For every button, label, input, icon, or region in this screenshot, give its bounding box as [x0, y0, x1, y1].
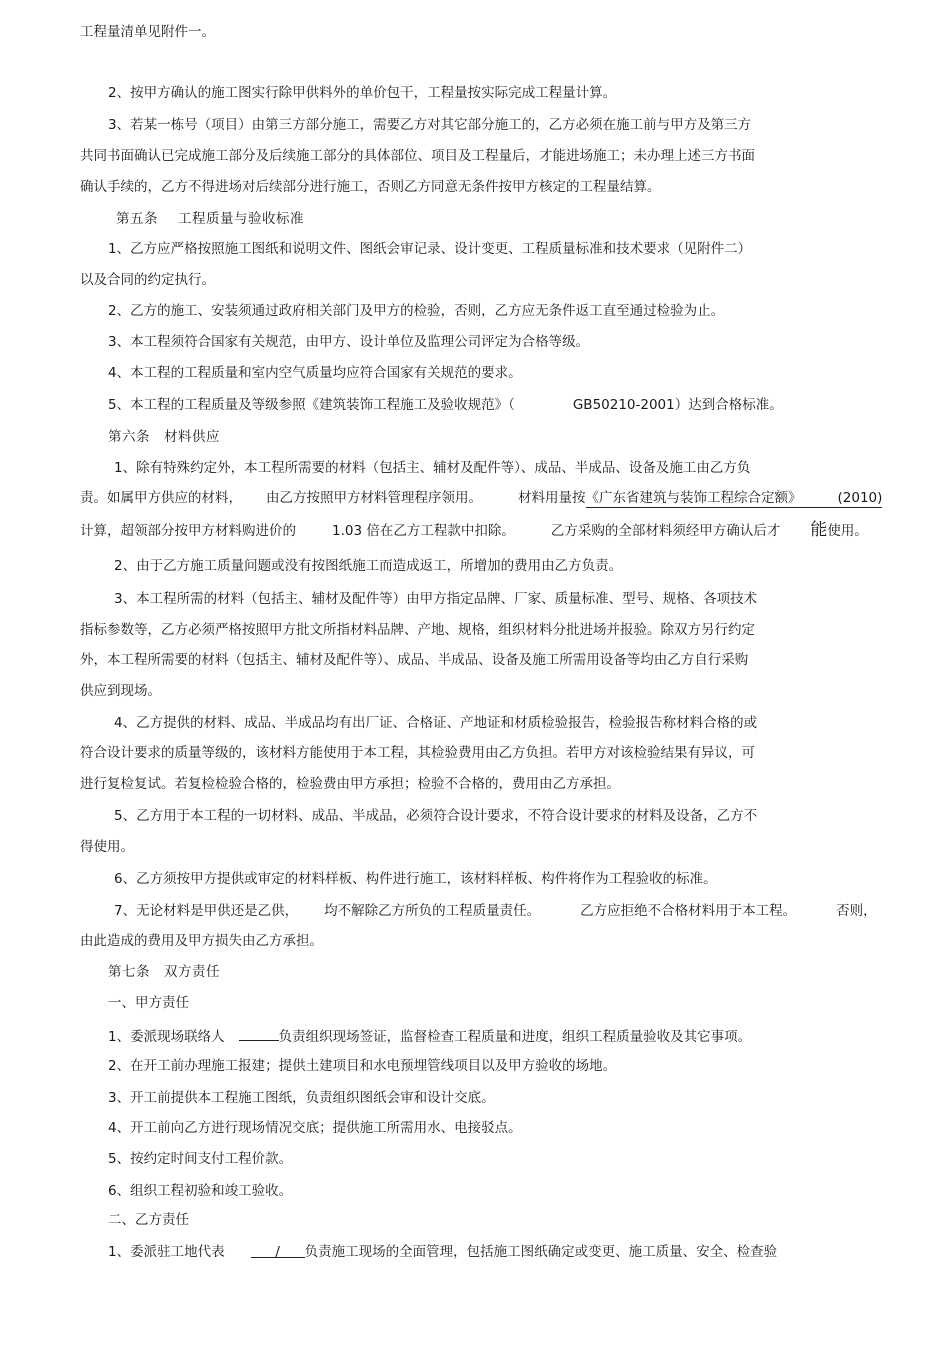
clause-6-4-line3: 进行复检复试。若复检检验合格的，检验费由甲方承担；检验不合格的，费用由乙方承担。 [80, 776, 620, 792]
clause-6-3-line2: 指标参数等，乙方必须严格按照甲方批文所指材料品牌、产地、规格，组织材料分批进场并报验。除双方另行约定 [80, 622, 755, 638]
article-6-heading [108, 428, 220, 446]
clause-6-7-line2: 由此造成的费用及甲方损失由乙方承担。 [80, 933, 323, 949]
clause-6-1-line1: 1、除有特殊约定外，本工程所需要的材料（包括主、辅材及配件等）、成品、半成品、设备及施工由乙方负 [114, 460, 751, 476]
party-a-duty-5: 5、按约定时间支付工程价款。 [108, 1151, 293, 1167]
party-a-duty-1: 1、委派现场联络人 负责组织现场签证，监督检查工程质量和进度，组织工程质量验收及其它事项。 [108, 1026, 751, 1046]
clause-6-5-line1: 5、乙方用于本工程的一切材料、成品、半成品，必须符合设计要求，不符合设计要求的材料及设备，乙方不 [114, 808, 758, 824]
clause-6-4-line1: 4、乙方提供的材料、成品、半成品均有出厂证、合格证、产地证和材质检验报告，检验报告称材料合格的或 [114, 715, 758, 731]
clause-6-1-line3: 计算，超领部分按甲方材料购进价的 1.03 倍在乙方工程款中扣除。 乙方采购的全部材料须经甲方确认后才 能使用。 [80, 520, 868, 540]
party-a-duty-3: 3、开工前提供本工程施工图纸，负责组织图纸会审和设计交底。 [108, 1090, 495, 1106]
section-party-a: 一、甲方责任 [108, 995, 189, 1011]
paragraph-third-party-line2: 共同书面确认已完成施工部分及后续施工部分的具体部位、项目及工程量后，才能进场施工；未办理上述三方书面 [80, 148, 755, 164]
clause-5-2: 2、乙方的施工、安装须通过政府相关部门及甲方的检验，否则，乙方应无条件返工直至通过检验为止。 [108, 303, 725, 319]
clause-5-3: 3、本工程须符合国家有关规范，由甲方、设计单位及监理公司评定为合格等级。 [108, 334, 590, 350]
standard-code: GB50210-2001）达到合格标准。 [572, 397, 783, 413]
article-5-heading [116, 210, 304, 228]
party-a-duty-6: 6、组织工程初验和竣工验收。 [108, 1183, 293, 1199]
liaison-name-blank [239, 1026, 279, 1041]
clause-6-3-line1: 3、本工程所需的材料（包括主、辅材及配件等）由甲方指定品牌、厂家、质量标准、型号、规格、各项技术 [114, 591, 758, 607]
clause-6-5-line2: 得使用。 [80, 839, 134, 855]
section-party-b: 二、乙方责任 [108, 1212, 189, 1228]
article-7-heading [108, 963, 220, 981]
party-a-duty-4: 4、开工前向乙方进行现场情况交底；提供施工所需用水、电接驳点。 [108, 1120, 522, 1136]
article-number: 第五条 [116, 211, 158, 227]
article-number: 第六条 [108, 429, 150, 445]
clause-6-6: 6、乙方须按甲方提供或审定的材料样板、构件进行施工，该材料样板、构件将作为工程验收的标准。 [114, 871, 717, 887]
party-b-duty-1: 1、委派驻工地代表 / 负责施工现场的全面管理，包括施工图纸确定或变更、施工质量、安全、检查验 [108, 1244, 778, 1260]
clause-6-2: 2、由于乙方施工质量问题或没有按图纸施工而造成返工，所增加的费用由乙方负责。 [114, 558, 623, 574]
paragraph-third-party-line1: 3、若某一栋号（项目）由第三方部分施工，需要乙方对其它部分施工的，乙方必须在施工前与甲方及第三方 [108, 117, 752, 133]
paragraph-unit-price: 2、按甲方确认的施工图实行除甲供料外的单价包干，工程量按实际完成工程量计算。 [108, 85, 617, 101]
quota-reference: 《广东省建筑与装饰工程综合定额》 (2010) [585, 490, 883, 506]
paragraph-third-party-line3: 确认手续的，乙方不得进场对后续部分进行施工，否则乙方同意无条件按甲方核定的工程量结算。 [80, 179, 661, 195]
article-title: 双方责任 [164, 964, 220, 980]
clause-6-1-line2: 责。如属甲方供应的材料， 由乙方按照甲方材料管理程序领用。 材料用量按《广东省建筑与装饰工程综合定额》 (2010) [80, 490, 883, 506]
article-number: 第七条 [108, 964, 150, 980]
clause-5-5: 5、本工程的工程质量及等级参照《建筑装饰工程施工及验收规范》（ GB50210-2001）达到合格标准。 [108, 397, 783, 413]
article-title: 材料供应 [164, 429, 220, 445]
site-representative-blank: / [251, 1243, 305, 1258]
article-title: 工程质量与验收标准 [178, 211, 304, 227]
clause-6-3-line4: 供应到现场。 [80, 683, 161, 699]
paragraph-bill-of-quantities: 工程量清单见附件一。 [80, 24, 215, 40]
clause-6-3-line3: 外，本工程所需要的材料（包括主、辅材及配件等）、成品、半成品、设备及施工所需用设备等均由乙方自行采购 [80, 652, 749, 668]
party-a-duty-2: 2、在开工前办理施工报建；提供土建项目和水电预埋管线项目以及甲方验收的场地。 [108, 1058, 617, 1074]
clause-5-4: 4、本工程的工程质量和室内空气质量均应符合国家有关规范的要求。 [108, 365, 522, 381]
clause-5-1-line1: 1、乙方应严格按照施工图纸和说明文件、图纸会审记录、设计变更、工程质量标准和技术要求（见附件二） [108, 241, 752, 257]
clause-5-1-line2: 以及合同的约定执行。 [80, 272, 215, 288]
clause-6-4-line2: 符合设计要求的质量等级的，该材料方能使用于本工程，其检验费用由乙方负担。若甲方对该检验结果有异议，可 [80, 745, 755, 761]
clause-6-7-line1: 7、无论材料是甲供还是乙供， 均不解除乙方所负的工程质量责任。 乙方应拒绝不合格材料用于本工程。 否则， [114, 903, 877, 919]
